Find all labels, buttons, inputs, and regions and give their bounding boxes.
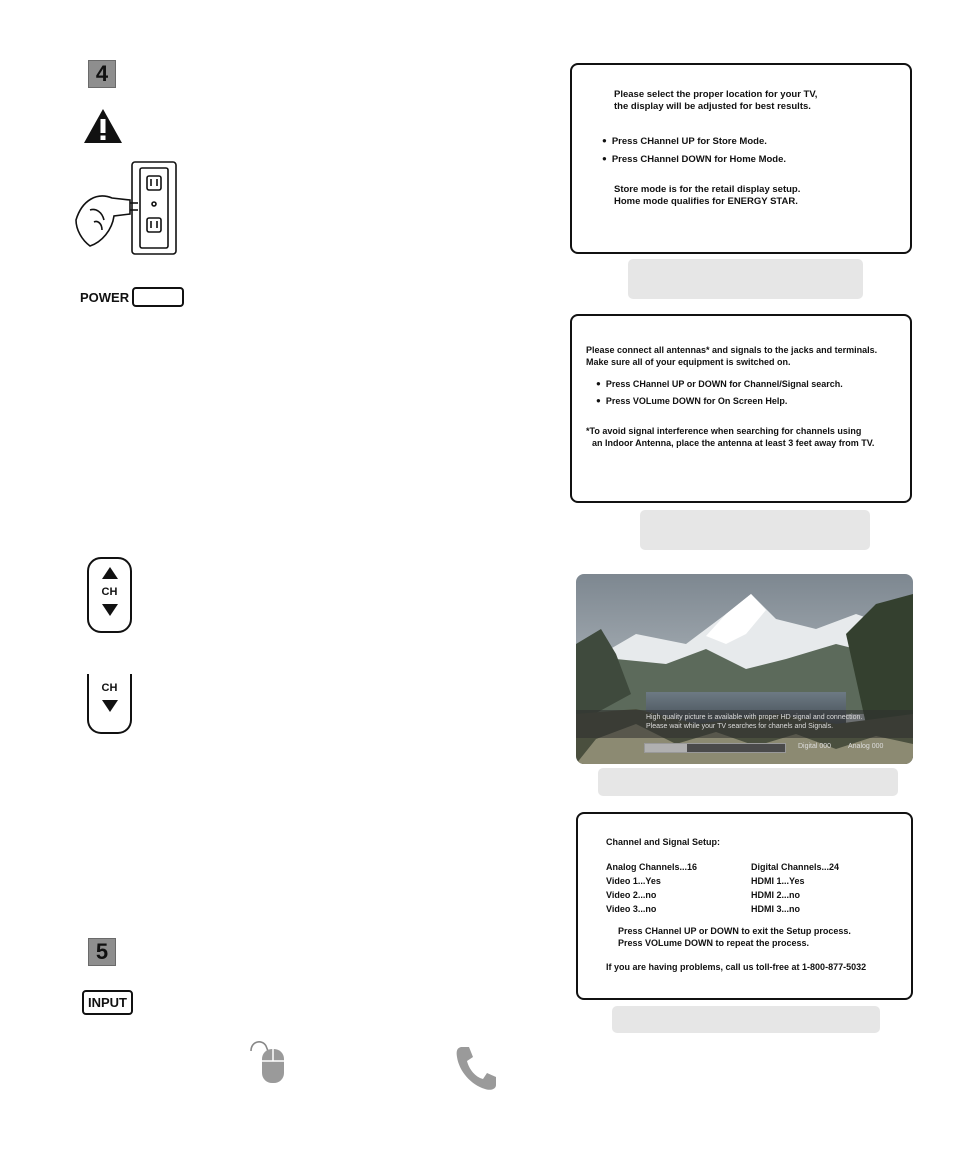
setup-cell: Digital Channels...24 [751, 862, 840, 872]
ch-label: CH [101, 682, 118, 694]
search-message-line1: High quality picture is available with proper HD signal and connection. [646, 714, 863, 721]
warning-icon [83, 108, 123, 149]
power-button-label [80, 287, 184, 307]
screen-connect-antennas [570, 314, 912, 503]
setup-title: Channel and Signal Setup: [606, 837, 721, 847]
screen3-caption [598, 768, 898, 796]
screen2-caption [640, 510, 870, 550]
screen1-intro-line1: Please select the proper location for your TV, [614, 89, 818, 100]
screen-channel-search [576, 574, 913, 764]
outlet-plug-icon [72, 160, 182, 265]
analog-count: Analog 000 [848, 743, 884, 750]
step-4-badge: 4 [88, 60, 116, 88]
setup-cell: HDMI 2...no [751, 890, 800, 900]
digital-count: Digital 000 [798, 743, 832, 750]
phone-icon [455, 1045, 497, 1096]
arrow-up-icon [102, 567, 118, 579]
arrow-down-icon [102, 604, 118, 616]
ch-up-down-button [87, 557, 132, 633]
screen-channel-signal-setup [576, 812, 913, 1000]
setup-cell: Video 2...no [606, 890, 657, 900]
screen4-caption [612, 1006, 880, 1033]
mouse-icon [248, 1037, 288, 1090]
screen2-bullet-search: ● Press CHannel UP or DOWN for Channel/Signal search. [596, 378, 910, 390]
step-5-badge: 5 [88, 938, 116, 966]
screen-location-select [570, 63, 912, 254]
ch-down-button [87, 674, 132, 734]
screen1-note-line1: Store mode is for the retail display setup. [614, 184, 801, 195]
ch-label: CH [101, 586, 118, 598]
search-progress-fill [645, 744, 687, 752]
screen2-note-line2: an Indoor Antenna, place the antenna at least 3 feet away from TV. [592, 438, 875, 448]
screen1-intro-line2: the display will be adjusted for best results. [614, 101, 811, 112]
setup-cell: HDMI 3...no [751, 904, 800, 914]
power-label: POWER [80, 289, 130, 305]
screen1-caption [628, 259, 863, 299]
setup-instruction-line1: Press CHannel UP or DOWN to exit the Setup process. [618, 926, 851, 936]
setup-help-line: If you are having problems, call us toll-free at 1-800-877-5032 [606, 962, 867, 972]
setup-cell: Video 3...no [606, 904, 657, 914]
power-button-icon [132, 287, 184, 307]
arrow-down-icon [102, 700, 118, 712]
screen2-intro-line2: Make sure all of your equipment is switched on. [586, 357, 791, 367]
input-button-label: INPUT [82, 990, 133, 1015]
screen1-bullet-home: ● Press CHannel DOWN for Home Mode. [602, 153, 910, 166]
mountain-lake-image [576, 574, 913, 764]
screen1-note-line2: Home mode qualifies for ENERGY STAR. [614, 196, 798, 207]
screen2-note-line1: *To avoid signal interference when searching for channels using [586, 426, 862, 436]
screen1-bullet-store: ● Press CHannel UP for Store Mode. [602, 135, 910, 148]
screen2-intro-line1: Please connect all antennas* and signals to the jacks and terminals. [586, 345, 878, 355]
setup-cell: HDMI 1...Yes [751, 876, 805, 886]
setup-cell: Video 1...Yes [606, 876, 661, 886]
search-message-line2: Please wait while your TV searches for chanels and Signals. [646, 723, 834, 730]
screen2-bullet-help: ● Press VOLume DOWN for On Screen Help. [596, 395, 910, 407]
search-message [646, 713, 862, 731]
setup-cell: Analog Channels...16 [606, 862, 698, 872]
setup-instruction-line2: Press VOLume DOWN to repeat the process. [618, 938, 810, 948]
setup-results-grid [606, 861, 911, 915]
search-progress-bar [644, 743, 786, 753]
